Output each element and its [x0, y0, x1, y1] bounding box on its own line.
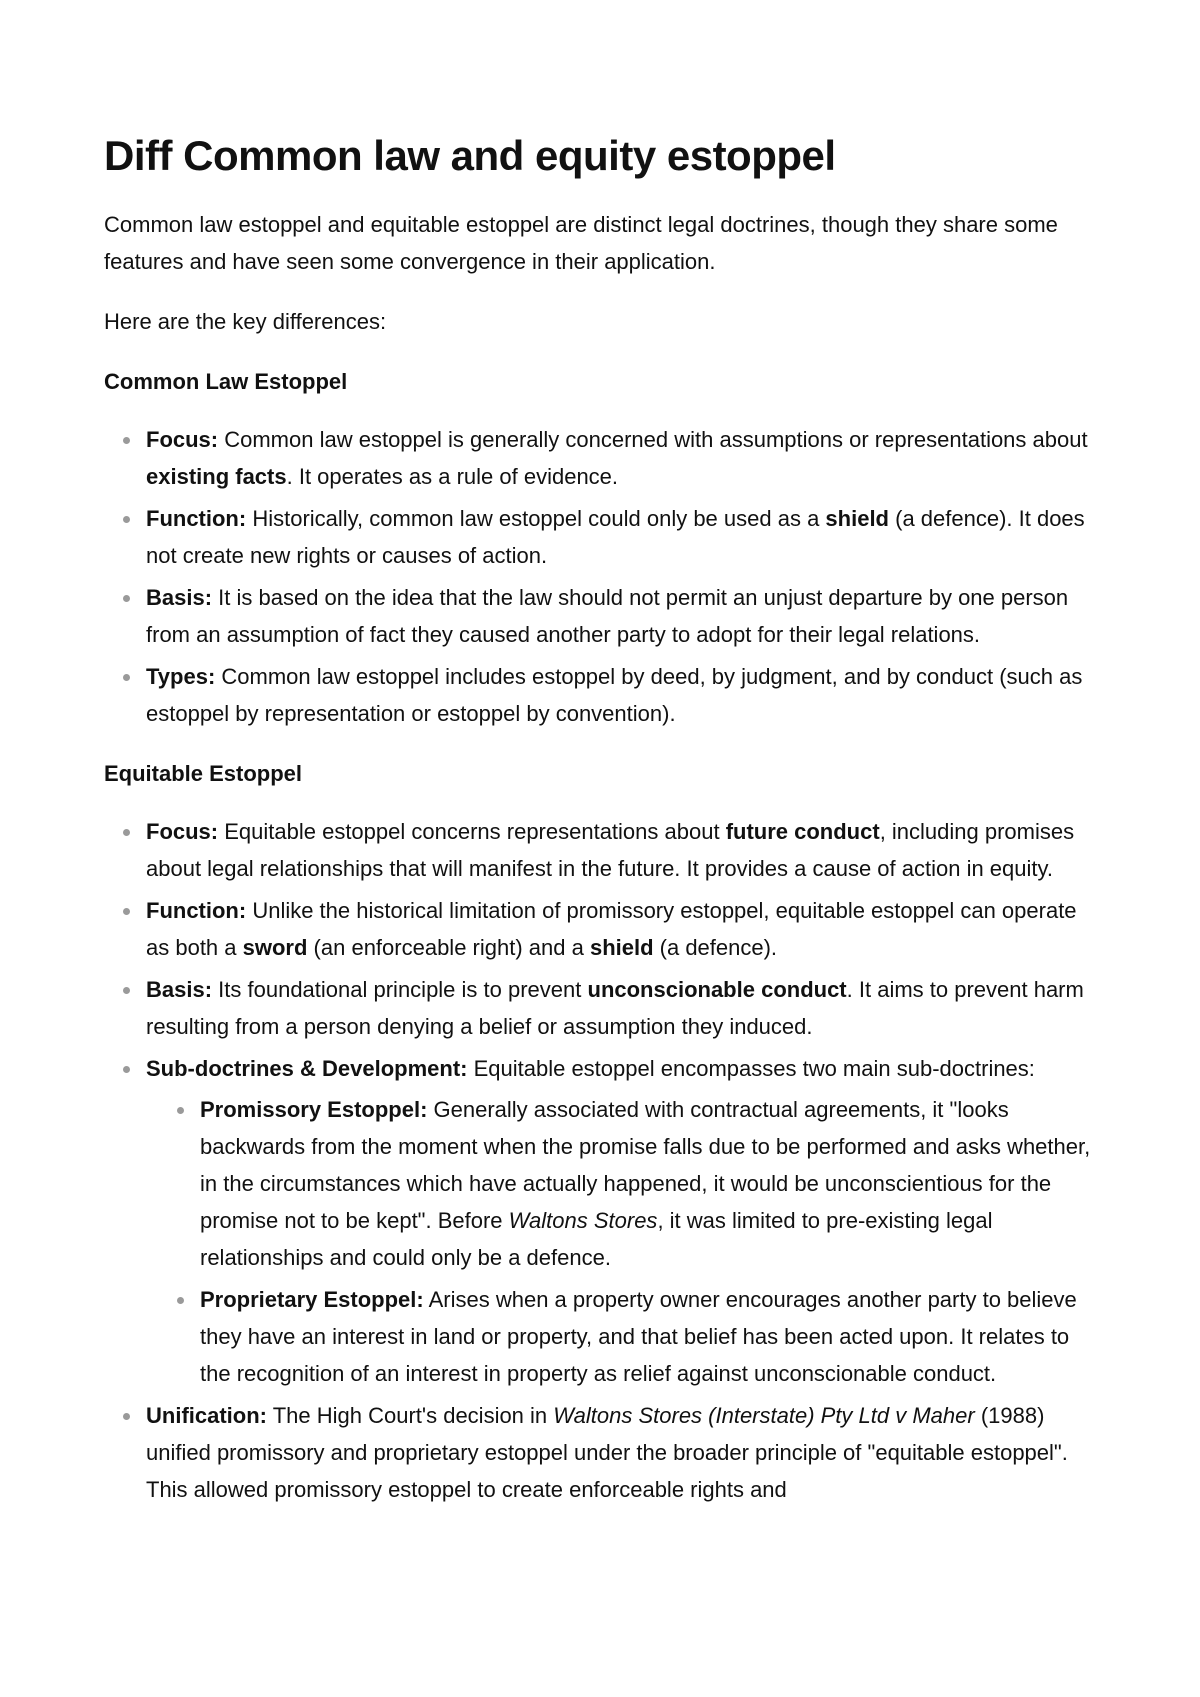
common-law-heading: Common Law Estoppel: [104, 369, 348, 394]
intro-paragraph: Common law estoppel and equitable estoppel are distinct legal doctrines, though they share some features and have seen some convergence in their application.: [104, 212, 1058, 274]
list-item: Function: Unlike the historical limitation of promissory estoppel, equitable estoppel can operate as both a sword (an enforceable right) and a shield (a defence).: [146, 892, 1104, 966]
item-label: Promissory Estoppel:: [200, 1097, 428, 1122]
list-item: Focus: Equitable estoppel concerns representations about future conduct, including promises about legal relationships that will manifest in the future. It provides a cause of action in equity.: [146, 813, 1104, 887]
equitable-heading: Equitable Estoppel: [104, 761, 303, 786]
item-label: Types:: [146, 664, 216, 689]
list-item: Types: Common law estoppel includes estoppel by deed, by judgment, and by conduct (such as estoppel by representation or estoppel by convention).: [146, 658, 1104, 732]
list-item: Basis: It is based on the idea that the law should not permit an unjust departure by one person from an assumption of fact they caused another party to adopt for their legal relations.: [146, 579, 1104, 653]
list-item: Sub-doctrines & Development: Equitable estoppel encompasses two main sub-doctrines: Promissory Estoppel: Generally associated with contractual agreements, it "looks backwards from the moment when the promise falls due to be performed and asks whether, in the circumstances which have actually happened, it would be unconscientious for the promise not to be kept". Before Waltons Stores, it was limited to pre-existing legal relationships and could only be a defence. Proprietary Estoppel: Arises when a property owner encourages another party to believe they have an interest in land or property, and that belief has been acted upon. It relates to the recognition of an interest in property as relief against unconscionable conduct.: [146, 1050, 1104, 1392]
item-label: Function:: [146, 506, 247, 531]
page-title: Diff Common law and equity estoppel: [104, 132, 836, 179]
lead-paragraph: Here are the key differences:: [104, 309, 387, 334]
list-item: Basis: Its foundational principle is to prevent unconscionable conduct. It aims to prevent harm resulting from a person denying a belief or assumption they induced.: [146, 971, 1104, 1045]
list-item: Proprietary Estoppel: Arises when a property owner encourages another party to believe they have an interest in land or property, and that belief has been acted upon. It relates to the recognition of an interest in property as relief against unconscionable conduct.: [200, 1281, 1104, 1392]
item-label: Proprietary Estoppel:: [200, 1287, 424, 1312]
item-label: Unification:: [146, 1403, 267, 1428]
item-label: Function:: [146, 898, 247, 923]
list-item: Focus: Common law estoppel is generally concerned with assumptions or representations about existing facts. It operates as a rule of evidence.: [146, 421, 1104, 495]
item-label: Focus:: [146, 427, 219, 452]
common-law-list: [104, 421, 1104, 732]
list-item: Function: Historically, common law estoppel could only be used as a shield (a defence). It does not create new rights or causes of action.: [146, 500, 1104, 574]
document-page: [104, 128, 1104, 1531]
item-label: Basis:: [146, 585, 213, 610]
item-label: Basis:: [146, 977, 213, 1002]
item-label: Focus:: [146, 819, 219, 844]
list-item: Promissory Estoppel: Generally associated with contractual agreements, it "looks backwards from the moment when the promise falls due to be performed and asks whether, in the circumstances which have actually happened, it would be unconscientious for the promise not to be kept". Before Waltons Stores, it was limited to pre-existing legal relationships and could only be a defence.: [200, 1091, 1104, 1276]
list-item: Unification: The High Court's decision in Waltons Stores (Interstate) Pty Ltd v Maher (1988) unified promissory and proprietary estoppel under the broader principle of "equitable estoppel". This allowed promissory estoppel to create enforceable rights and: [146, 1397, 1104, 1508]
equitable-list: [104, 813, 1104, 1508]
item-label: Sub-doctrines & Development:: [146, 1056, 468, 1081]
subdoctrine-list: [146, 1091, 1104, 1392]
